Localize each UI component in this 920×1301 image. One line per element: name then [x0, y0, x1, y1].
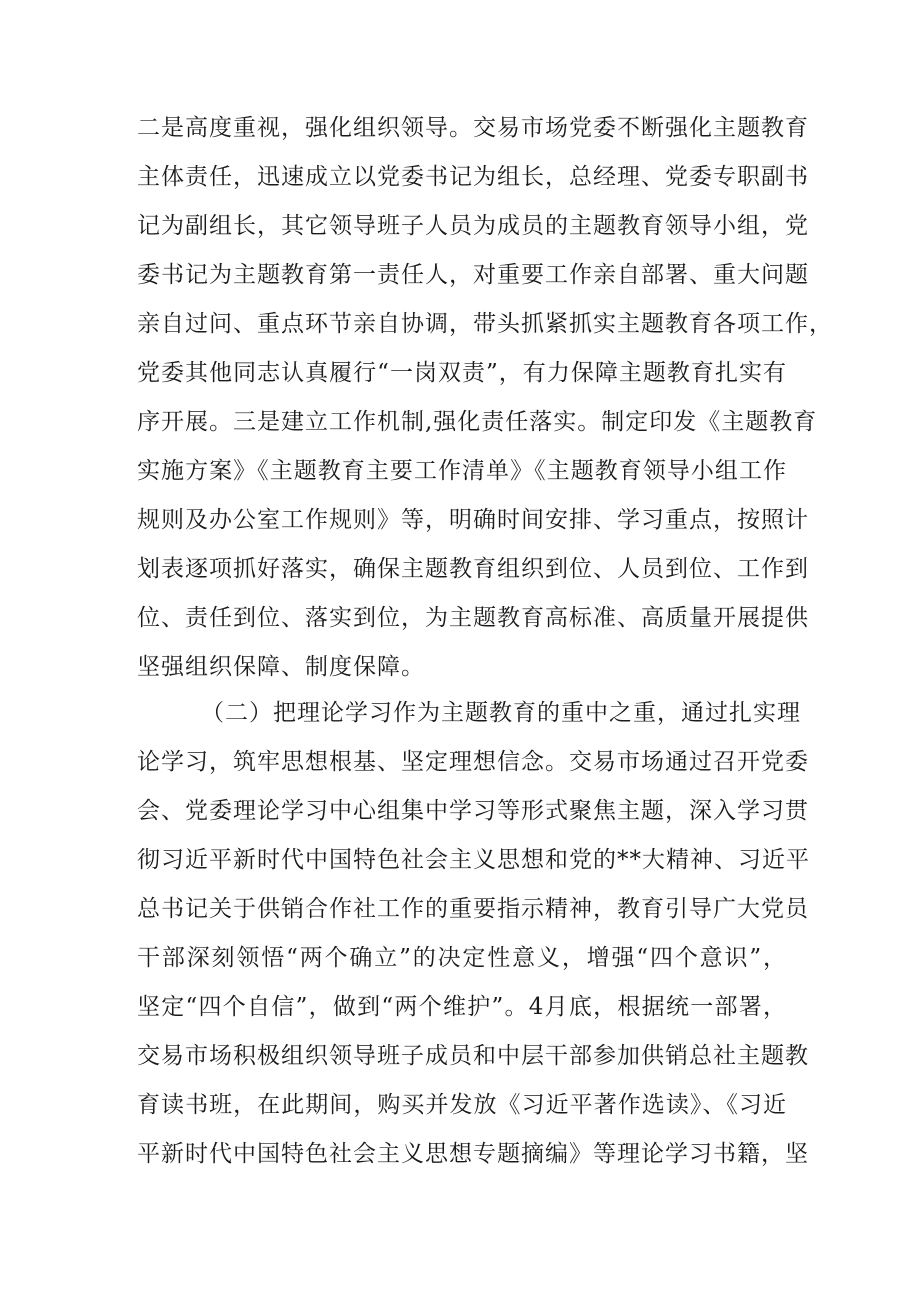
text-line: 实施方案》《主题教育主要工作清单》《主题教育领导小组工作 — [137, 458, 787, 484]
text-line: 育读书班，在此期间，购买并发放《习近平著作选读》、《习近 — [137, 1092, 787, 1118]
text-line: 划表逐项抓好落实，确保主题教育组织到位、人员到位、工作到 — [137, 556, 809, 582]
text-line: 坚定“四个自信”，做到“两个维护”。4月底，根据统一部署， — [137, 994, 787, 1020]
section-heading-line: （二）把理论学习作为主题教育的重中之重，通过扎实理 — [201, 700, 801, 726]
paragraph-theory-study — [137, 689, 810, 1179]
text-line: 序开展。三是建立工作机制,强化责任落实。制定印发《主题教育 — [137, 409, 818, 435]
text-line: 亲自过问、重点环节亲自协调，带头抓紧抓实主题教育各项工作， — [137, 311, 833, 337]
text-line: 主体责任，迅速成立以党委书记为组长，总经理、党委专职副书 — [137, 164, 809, 190]
text-line: 交易市场积极组织领导班子成员和中层干部参加供销总社主题教 — [137, 1043, 809, 1069]
text-line: 规则及办公室工作规则》等，明确时间安排、学习重点，按照计 — [137, 507, 809, 533]
text-line: 总书记关于供销合作社工作的重要指示精神，教育引导广大党员 — [137, 896, 809, 922]
text-line: 干部深刻领悟“两个确立”的决定性意义，增强“四个意识”， — [137, 945, 787, 971]
text-line: 平新时代中国特色社会主义思想专题摘编》等理论学习书籍，坚 — [137, 1141, 809, 1167]
text-line: 彻习近平新时代中国特色社会主义思想和党的**大精神、习近平 — [137, 847, 810, 873]
text-line: 会、党委理论学习中心组集中学习等形式聚焦主题，深入学习贯 — [137, 798, 809, 824]
text-line: 位、责任到位、落实到位，为主题教育高标准、高质量开展提供 — [137, 605, 809, 631]
text-line: 党委其他同志认真履行“一岗双责”，有力保障主题教育扎实有 — [137, 360, 787, 386]
text-line: 委书记为主题教育第一责任人，对重要工作亲自部署、重大问题 — [137, 262, 809, 288]
text-line: 论学习，筑牢思想根基、坚定理想信念。交易市场通过召开党委 — [137, 749, 809, 775]
text-line: 记为副组长，其它领导班子人员为成员的主题教育领导小组，党 — [137, 213, 809, 239]
text-line: 坚强组织保障、制度保障。 — [137, 654, 425, 680]
paragraph-organization-leadership — [137, 104, 833, 692]
text-line: 二是高度重视，强化组织领导。交易市场党委不断强化主题教育 — [137, 115, 809, 141]
